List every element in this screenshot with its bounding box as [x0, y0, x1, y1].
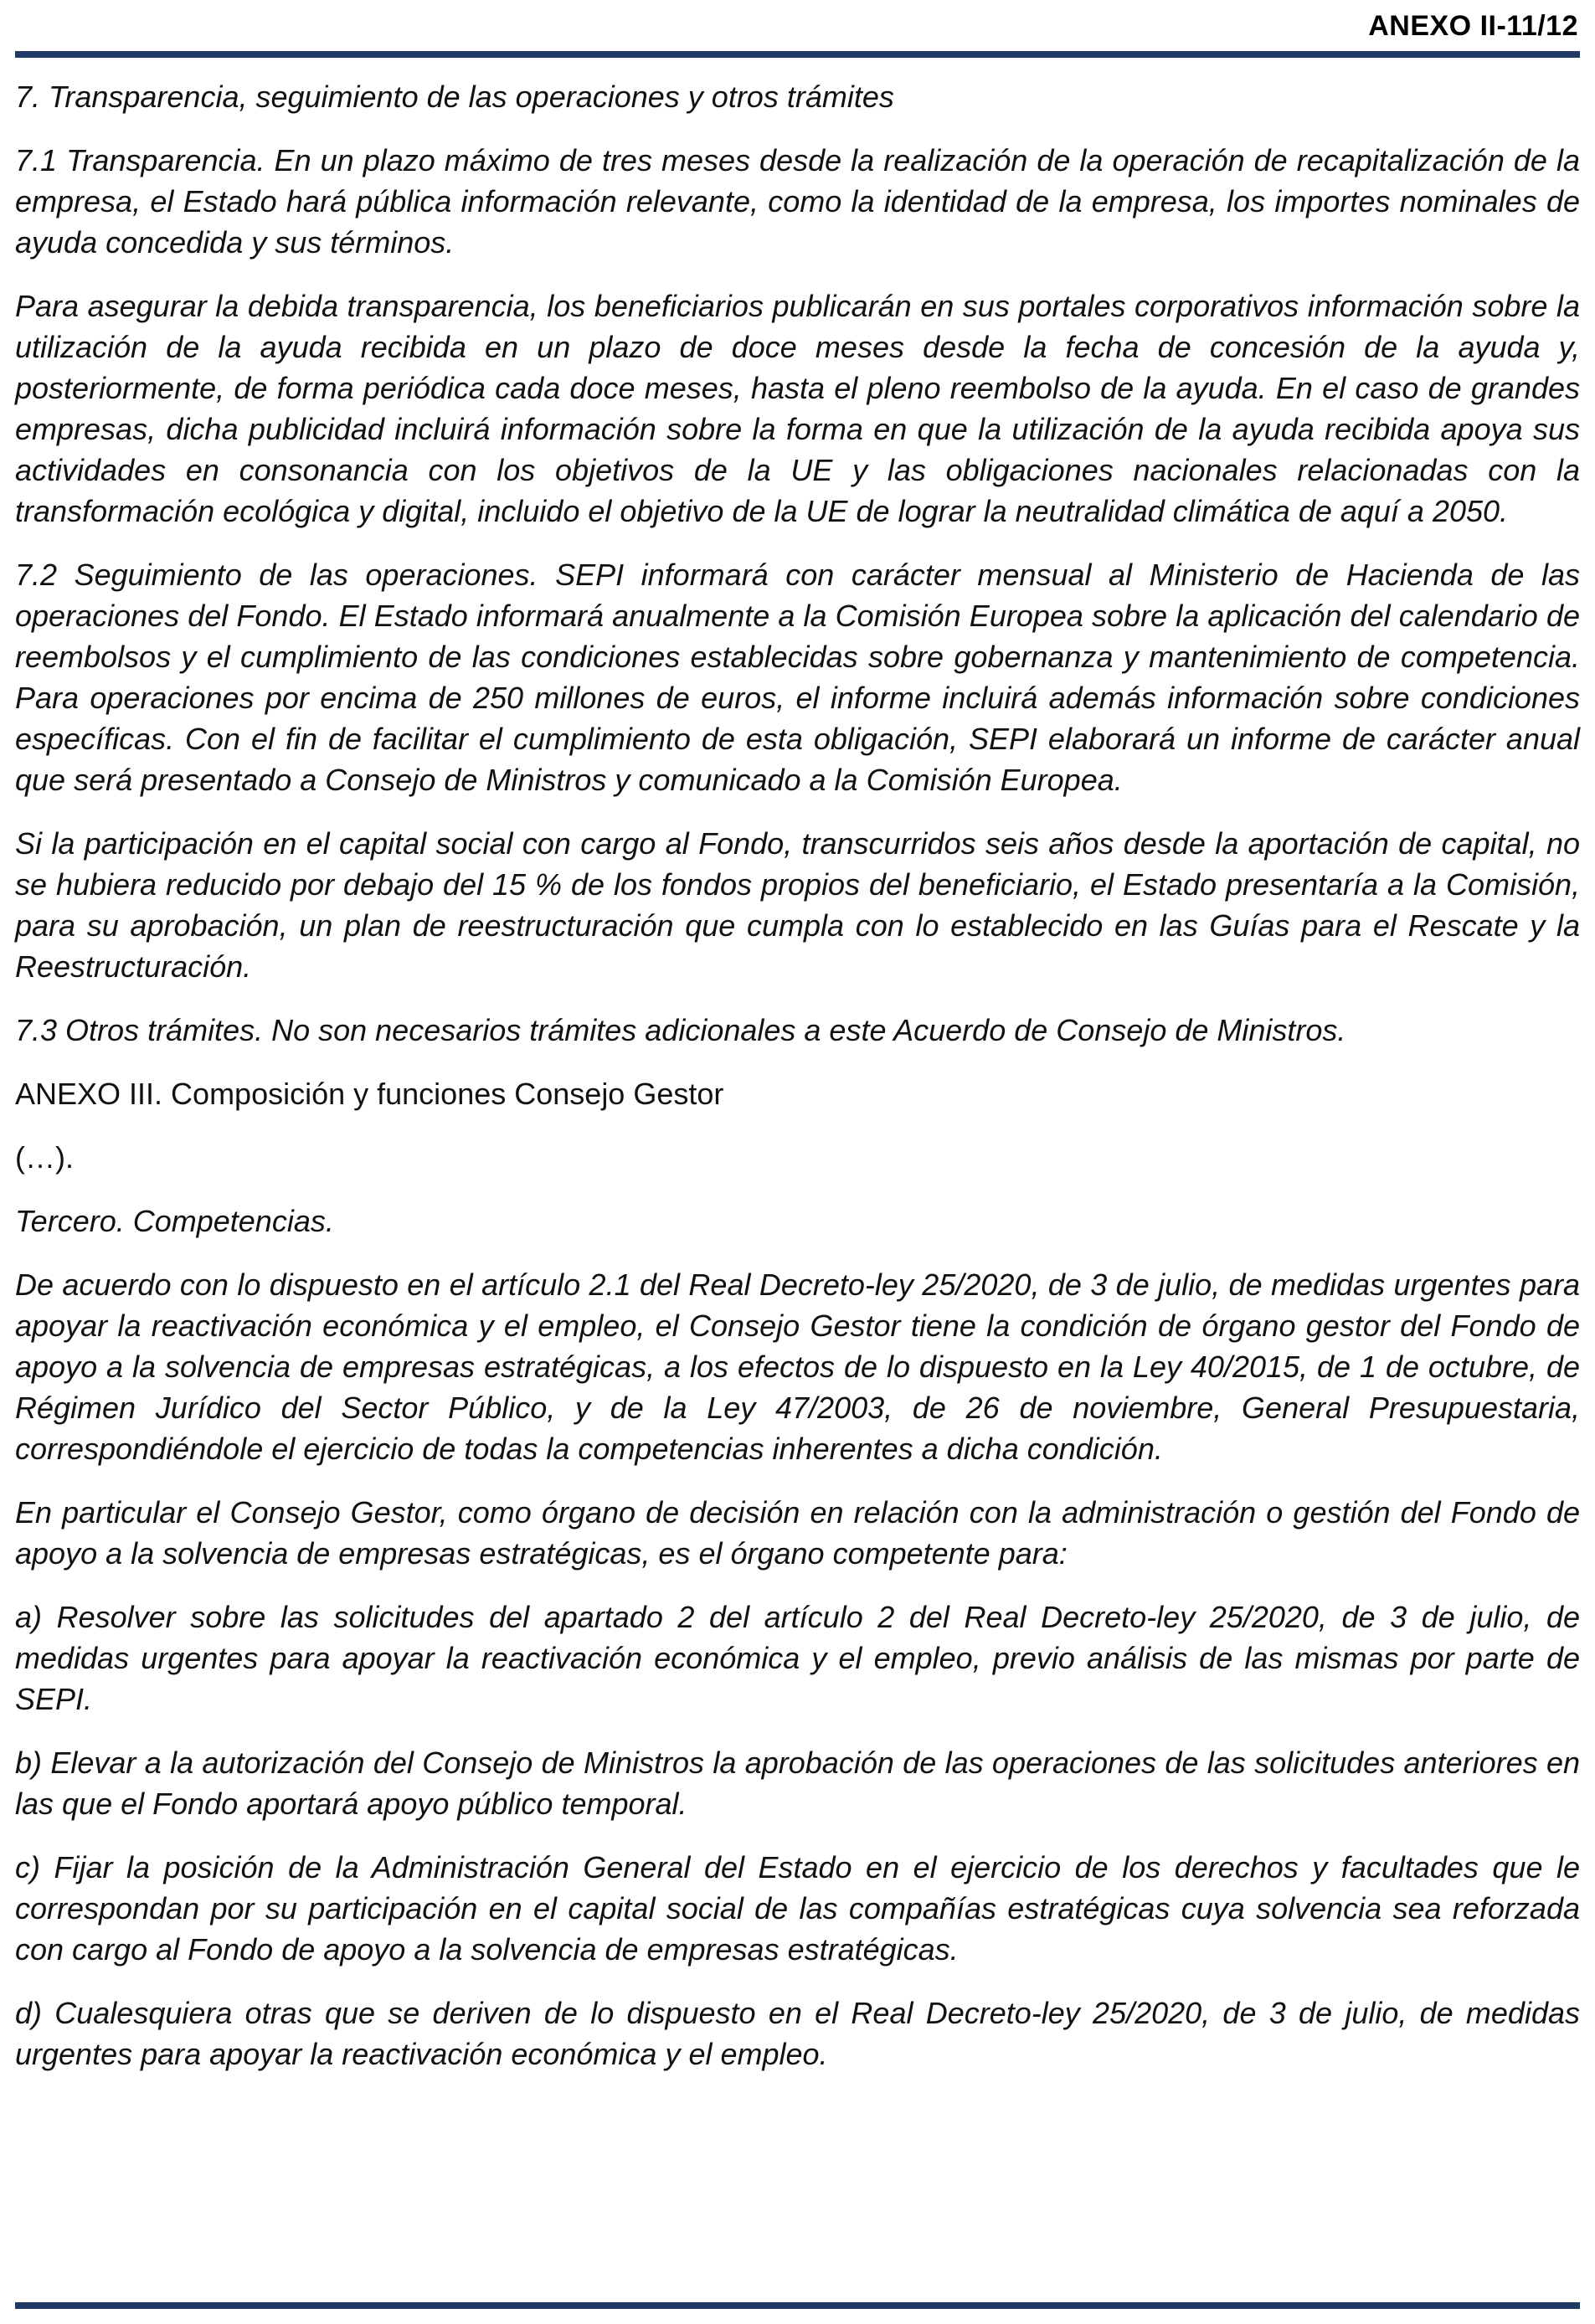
top-rule — [15, 51, 1580, 58]
list-item-d: d) Cualesquiera otras que se deriven de lo dispuesto en el Real Decreto-ley 25/2020, de 3 de julio, de medidas urgentes para apoyar la reactivación económica y el empleo. — [15, 1996, 1580, 2071]
paragraph-reestructuracion: Si la participación en el capital social con cargo al Fondo, transcurridos seis años desde la aportación de capital, no se hubiera reducido por debajo del 15 % de los fondos propios del beneficiario, el Estado presentaría a la Comisión, para su aprobación, un plan de reestructuración que cumpla con lo establecido en las Guías para el Rescate y la Reestructuración. — [15, 826, 1580, 984]
list-item-a: a) Resolver sobre las solicitudes del apartado 2 del artículo 2 del Real Decreto-ley 25/2020, de 3 de julio, de medidas urgentes para apoyar la reactivación económica y el empleo, previo análisis de las mismas por parte de SEPI. — [15, 1600, 1580, 1716]
list-item-b: b) Elevar a la autorización del Consejo de Ministros la aprobación de las operaciones de las solicitudes anteriores en las que el Fondo aportará apoyo público temporal. — [15, 1746, 1580, 1821]
document-content — [15, 58, 1580, 2075]
list-item-c: c) Fijar la posición de la Administración General del Estado en el ejercicio de los derechos y facultades que le correspondan por su participación en el capital social de las compañías estratégicas cuya solvencia sea reforzada con cargo al Fondo de apoyo a la solvencia de empresas estratégicas. — [15, 1850, 1580, 1967]
paragraph-7-1-transparencia: 7.1 Transparencia. En un plazo máximo de tres meses desde la realización de la operación de recapitalización de la empresa, el Estado hará pública información relevante, como la identidad de la empresa, los importes nominales de ayuda concedida y sus términos. — [15, 143, 1580, 260]
paragraph-7-3-otros-tramites: 7.3 Otros trámites. No son necesarios trámites adicionales a este Acuerdo de Consejo de Ministros. — [15, 1013, 1346, 1047]
section-7-title: 7. Transparencia, seguimiento de las operaciones y otros trámites — [15, 80, 894, 114]
page-header — [15, 7, 1580, 51]
paragraph-7-2-seguimiento: 7.2 Seguimiento de las operaciones. SEPI informará con carácter mensual al Ministerio de Hacienda de las operaciones del Fondo. El Estado informará anualmente a la Comisión Europea sobre la aplicación del calendario de reembolsos y el cumplimiento de las condiciones establecidas sobre gobernanza y mantenimiento de competencia. Para operaciones por encima de 250 millones de euros, el informe incluirá además información sobre condiciones específicas. Con el fin de facilitar el cumplimiento de esta obligación, SEPI elaborará un informe de carácter anual que será presentado a Consejo de Ministros y comunicado a la Comisión Europea. — [15, 558, 1580, 797]
paragraph-transparencia-detalle: Para asegurar la debida transparencia, los beneficiarios publicarán en sus portales corporativos información sobre la utilización de la ayuda recibida en un plazo de doce meses desde la fecha de concesión de la ayuda y, posteriormente, de forma periódica cada doce meses, hasta el pleno reembolso de la ayuda. En el caso de grandes empresas, dicha publicidad incluirá información sobre la forma en que la utilización de la ayuda recibida apoya sus actividades en consonancia con los objetivos de la UE y las obligaciones nacionales relacionadas con la transformación ecológica y digital, incluido el objetivo de la UE de lograr la neutralidad climática de aquí a 2050. — [15, 289, 1580, 528]
bottom-rule — [15, 2302, 1580, 2309]
paragraph-consejo-gestor-organo: En particular el Consejo Gestor, como órgano de decisión en relación con la administración o gestión del Fondo de apoyo a la solvencia de empresas estratégicas, es el órgano competente para: — [15, 1495, 1580, 1571]
paragraph-competencias-intro: De acuerdo con lo dispuesto en el artículo 2.1 del Real Decreto-ley 25/2020, de 3 de julio, de medidas urgentes para apoyar la reactivación económica y el empleo, el Consejo Gestor tiene la condición de órgano gestor del Fondo de apoyo a la solvencia de empresas estratégicas, a los efectos de lo dispuesto en la Ley 40/2015, de 1 de octubre, de Régimen Jurídico del Sector Público, y de la Ley 47/2003, de 26 de noviembre, General Presupuestaria, correspondiéndole el ejercicio de todas la competencias inherentes a dicha condición. — [15, 1267, 1580, 1466]
tercero-competencias-heading: Tercero. Competencias. — [15, 1204, 334, 1238]
ellipsis-line: (…). — [15, 1140, 74, 1175]
annex-page-label: ANEXO II-11/12 — [1368, 10, 1578, 42]
anexo-iii-title: ANEXO III. Composición y funciones Consejo Gestor — [15, 1077, 724, 1111]
